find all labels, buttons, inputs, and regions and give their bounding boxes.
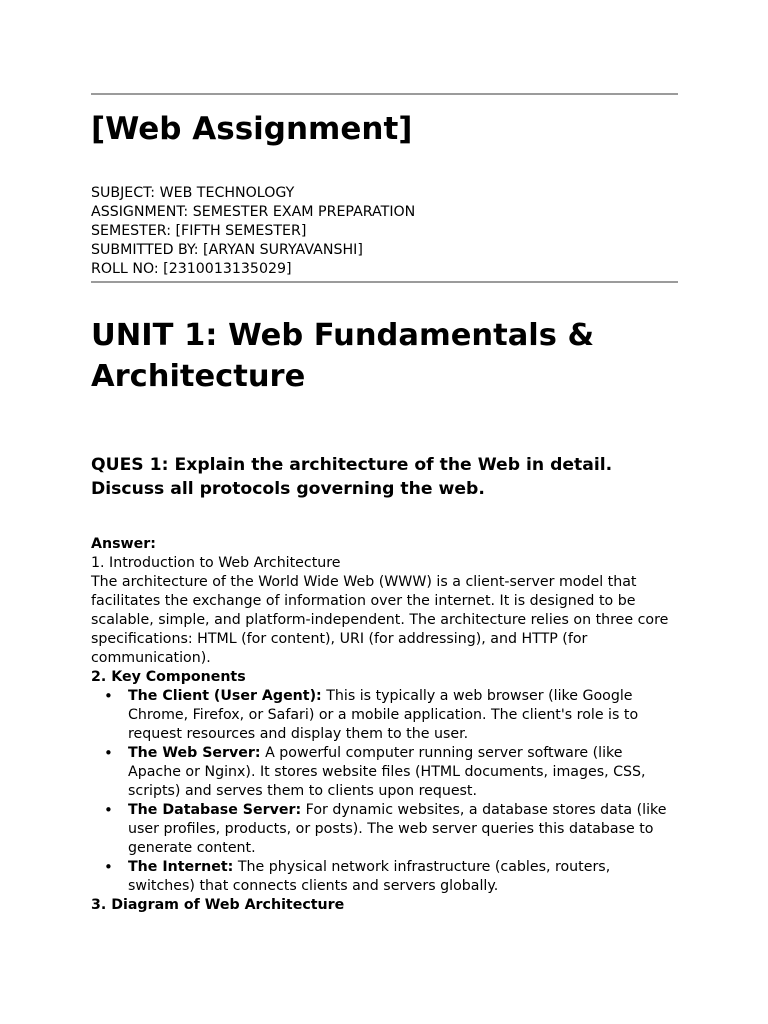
assignment-meta [91, 184, 415, 279]
subject-line: SUBJECT: WEB TECHNOLOGY [91, 185, 295, 201]
section1-paragraph: The architecture of the World Wide Web (WWW) is a client-server model that facilitates the exchange of information over the internet. It is designed to be scalable, simple, and platform-independent. The architecture relies on three core specifications: HTML (for content), URI (for addressing), and HTTP (for communication). [91, 574, 669, 666]
bullet-icon: • [104, 858, 113, 876]
meta-divider [91, 281, 678, 283]
roll-no-line: ROLL NO: [2310013135029] [91, 261, 292, 277]
component-description: The physical network infrastructure (cables, routers, switches) that connects clients and servers globally. [128, 859, 611, 894]
bullet-icon: • [104, 744, 113, 762]
unit-title: UNIT 1: Web Fundamentals & Architecture [91, 318, 595, 394]
component-term: The Web Server: [128, 745, 261, 761]
section1-heading: 1. Introduction to Web Architecture [91, 555, 341, 571]
list-item [104, 744, 677, 801]
component-term: The Database Server: [128, 802, 302, 818]
document-title: [Web Assignment] [91, 111, 413, 147]
bullet-icon: • [104, 801, 113, 819]
components-list [91, 687, 677, 896]
section2-heading: 2. Key Components [91, 669, 246, 685]
list-item [104, 801, 677, 858]
question-heading: QUES 1: Explain the architecture of the Web in detail. Discuss all protocols governing the web. [91, 455, 613, 499]
answer-label: Answer: [91, 536, 156, 552]
component-description: For dynamic websites, a database stores data (like user profiles, products, or posts). The web server queries this database to generate content. [128, 802, 667, 856]
section3-heading: 3. Diagram of Web Architecture [91, 897, 345, 913]
bullet-icon: • [104, 687, 113, 705]
component-term: The Client (User Agent): [128, 688, 322, 704]
semester-line: SEMESTER: [FIFTH SEMESTER] [91, 223, 307, 239]
component-description: A powerful computer running server software (like Apache or Nginx). It stores website files (HTML documents, images, CSS, scripts) and serves them to clients upon request. [128, 745, 646, 799]
top-divider [91, 93, 678, 95]
list-item [104, 687, 677, 744]
component-description: This is typically a web browser (like Google Chrome, Firefox, or Safari) or a mobile application. The client's role is to request resources and display them to the user. [128, 688, 639, 742]
submitted-by-line: SUBMITTED BY: [ARYAN SURYAVANSHI] [91, 242, 363, 258]
component-term: The Internet: [128, 859, 234, 875]
answer-body [91, 535, 677, 915]
assignment-line: ASSIGNMENT: SEMESTER EXAM PREPARATION [91, 204, 416, 220]
list-item [104, 858, 677, 896]
